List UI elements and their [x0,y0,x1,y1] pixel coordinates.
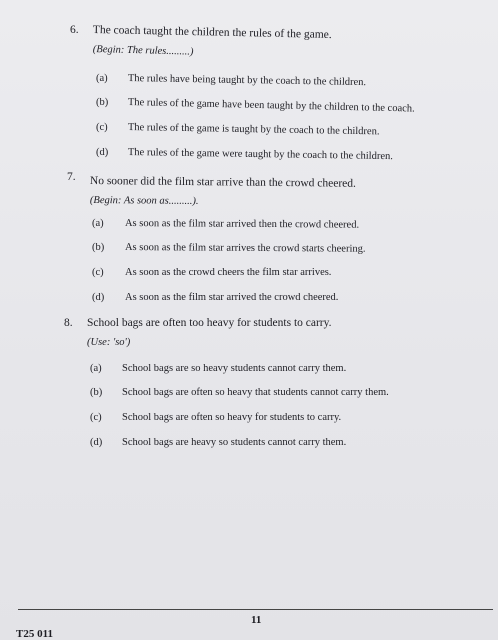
option-label: (c) [96,122,108,133]
option-text: As soon as the film star arrived the crowd cheered. [125,292,339,303]
option-text: School bags are so heavy students cannot carry them. [122,363,347,374]
option-label: (c) [92,267,104,278]
page-number: 11 [251,614,262,626]
option-text: As soon as the crowd cheers the film star arrives. [125,267,332,278]
option-text: The rules have being taught by the coach to the children. [127,73,367,89]
option-text: As soon as the film star arrived then the crowd cheered. [124,218,360,231]
option-label: (a) [90,363,102,374]
option-text: As soon as the film star arrives the crowd starts cheering. [124,242,366,255]
footer-divider [18,609,493,610]
option-label: (d) [92,292,105,303]
question-number: 7. [67,171,76,183]
question-number: 6. [70,24,79,36]
option-label: (c) [90,412,102,423]
option-label: (b) [92,242,105,253]
question-hint: (Begin: As soon as.........). [89,195,199,207]
option-label: (b) [96,97,109,108]
option-label: (a) [96,73,108,84]
question-text: School bags are often too heavy for students to carry. [87,317,332,329]
option-text: The rules of the game is taught by the coach to the children. [127,122,380,138]
question-number: 8. [64,317,73,329]
question-hint: (Begin: The rules.........) [92,44,194,58]
option-text: School bags are often so heavy that students cannot carry them. [122,387,389,398]
option-label: (a) [92,218,104,229]
option-label: (d) [90,437,103,448]
option-text: The rules of the game have been taught by the children to the coach. [127,97,415,115]
option-text: School bags are often so heavy for students to carry. [122,412,342,423]
option-text: The rules of the game were taught by the coach to the children. [127,147,393,163]
question-text: The coach taught the children the rules of the game. [92,24,332,41]
option-label: (b) [90,387,103,398]
question-hint: (Use: 'so') [87,337,131,348]
option-text: School bags are heavy so students cannot carry them. [122,437,347,448]
paper-code: T25 011 [16,628,53,640]
question-text: No sooner did the film star arrive than the crowd cheered. [89,175,356,190]
option-label: (d) [96,147,109,158]
